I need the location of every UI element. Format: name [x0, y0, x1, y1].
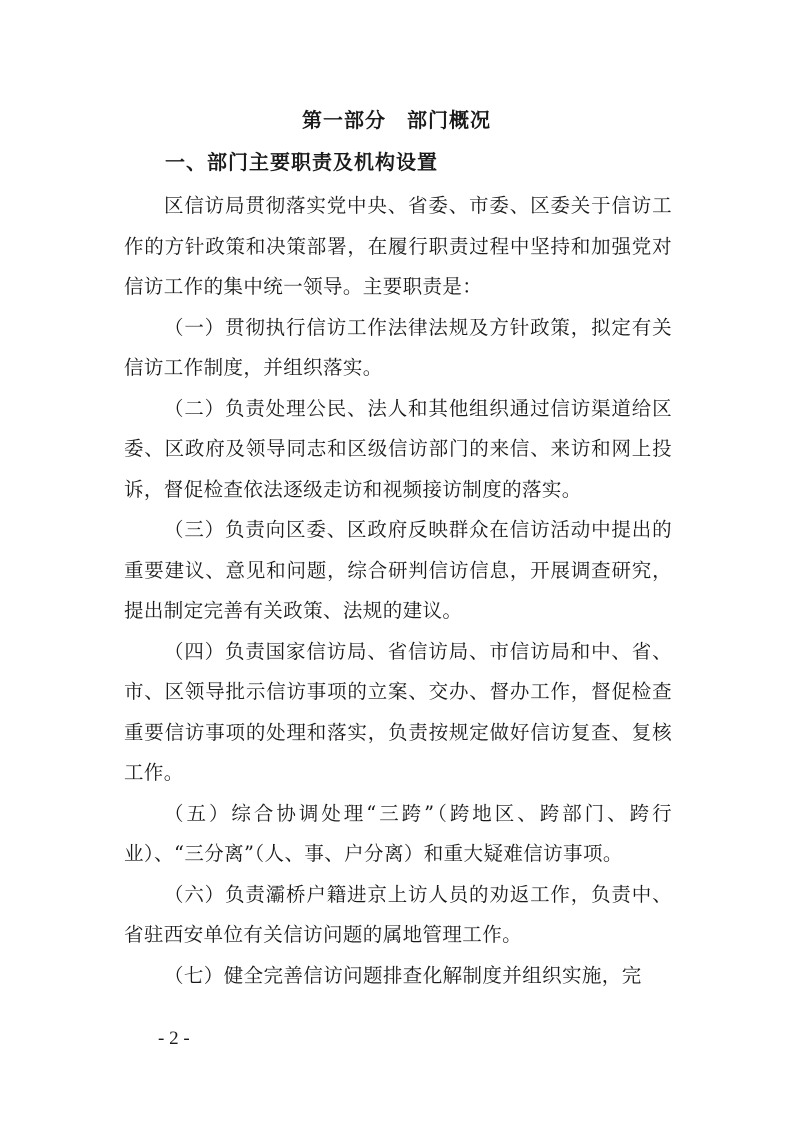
- paragraph-duty-6: （六）负责灞桥户籍进京上访人员的劝返工作，负责中、省驻西安单位有关信访问题的属地管理工作。: [124, 882, 672, 946]
- paragraph-intro: 区信访局贯彻落实党中央、省委、市委、区委关于信访工作的方针政策和决策部署，在履行职责过程中坚持和加强党对信访工作的集中统一领导。主要职责是：: [124, 194, 672, 298]
- paragraph-duty-2: （二）负责处理公民、法人和其他组织通过信访渠道给区委、区政府及领导同志和区级信访部门的来信、来访和网上投诉，督促检查依法逐级走访和视频接访制度的落实。: [124, 396, 672, 501]
- body-text: [124, 186, 672, 996]
- section-heading: 一、部门主要职责及机构设置: [165, 150, 438, 174]
- paragraph-duty-4: （四）负责国家信访局、省信访局、市信访局和中、省、市、区领导批示信访事项的立案、交办、督办工作，督促检查重要信访事项的处理和落实，负责按规定做好信访复查、复核工作。: [124, 639, 672, 784]
- page-number: - 2 -: [158, 1028, 190, 1049]
- paragraph-duty-7: （七）健全完善信访问题排查化解制度并组织实施，完: [164, 963, 642, 987]
- document-title: 第一部分 部门概况: [302, 108, 491, 132]
- paragraph-duty-3: （三）负责向区委、区政府反映群众在信访活动中提出的重要建议、意见和问题，综合研判信访信息，开展调查研究，提出制定完善有关政策、法规的建议。: [124, 518, 672, 622]
- paragraph-duty-5: （五）综合协调处理“三跨”（跨地区、跨部门、跨行业）、“三分离”（人、事、户分离）和重大疑难信访事项。: [124, 801, 672, 865]
- paragraph-duty-1: （一）贯彻执行信访工作法律法规及方针政策，拟定有关信访工作制度，并组织落实。: [124, 315, 672, 379]
